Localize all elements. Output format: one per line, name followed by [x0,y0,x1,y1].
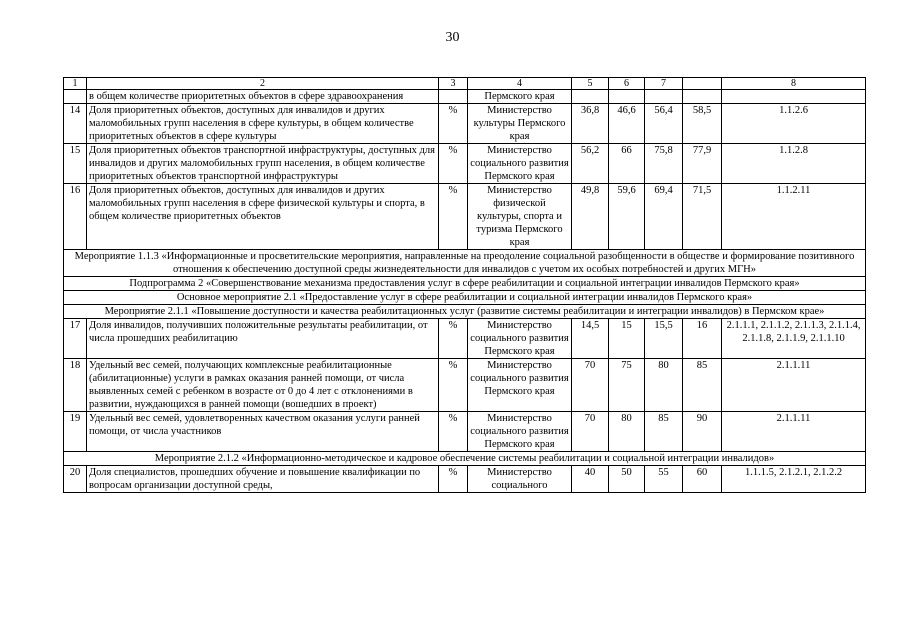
section-heading: Мероприятие 1.1.3 «Информационные и просветительские мероприятия, направленные на преодоление социальной разобщенности в обществе и формирование позитивного отношения к обеспечению доступной среды жизнедеятельности для инвалидов с учетом их особых потребностей и других МГН» [64,250,866,277]
value-cell: 49,8 [572,184,609,250]
value-cell: 56,4 [645,104,683,144]
measure-ref-cell: 1.1.1.5, 2.1.2.1, 2.1.2.2 [722,466,866,493]
section-heading-row [64,452,866,466]
header-cell: 2 [87,78,439,90]
row-number: 20 [64,466,87,493]
value-cell: 15 [609,319,645,359]
value-cell: 80 [609,412,645,452]
table-row [64,144,866,184]
executor-cell: Министерство социального развития Пермского края [468,359,572,412]
value-cell: 14,5 [572,319,609,359]
indicator-name: в общем количестве приоритетных объектов в сфере здравоохранения [87,90,439,104]
measure-ref-cell: 2.1.1.1, 2.1.1.2, 2.1.1.3, 2.1.1.4, 2.1.1.8, 2.1.1.9, 2.1.1.10 [722,319,866,359]
indicator-name: Доля специалистов, прошедших обучение и повышение квалификации по вопросам организации доступной среды, [87,466,439,493]
value-cell: 69,4 [645,184,683,250]
measure-ref-cell [722,90,866,104]
value-cell: 75,8 [645,144,683,184]
header-cell: 7 [645,78,683,90]
indicator-name: Доля приоритетных объектов транспортной инфраструктуры, доступных для инвалидов и других маломобильных групп населения, в общем количестве приоритетных объектов транспортной инфраструктуры [87,144,439,184]
value-cell: 36,8 [572,104,609,144]
table-row [64,319,866,359]
row-number [64,90,87,104]
value-cell: 85 [683,359,722,412]
section-heading-row [64,277,866,291]
row-number: 14 [64,104,87,144]
value-cell: 77,9 [683,144,722,184]
indicator-name: Удельный вес семей, получающих комплексные реабилитационные (абилитационные) услуги в рамках оказания ранней помощи, от числа выявленных семей с ребенком в возрасте от 0 до 4 лет с отклонениями в развитии, нуждающихся в ранней помощи (вошедших в проект) [87,359,439,412]
executor-cell: Министерство социального развития Пермского края [468,412,572,452]
row-number: 18 [64,359,87,412]
executor-cell: Министерство социального развития Пермского края [468,319,572,359]
unit-cell: % [439,104,468,144]
value-cell: 66 [609,144,645,184]
row-number: 16 [64,184,87,250]
value-cell: 90 [683,412,722,452]
table-row [64,90,866,104]
value-cell [572,90,609,104]
row-number: 17 [64,319,87,359]
indicator-name: Удельный вес семей, удовлетворенных качеством оказания услуги ранней помощи, от числа участников [87,412,439,452]
value-cell: 60 [683,466,722,493]
indicator-name: Доля инвалидов, получивших положительные результаты реабилитации, от числа прошедших реабилитацию [87,319,439,359]
section-heading-row [64,291,866,305]
value-cell [683,90,722,104]
section-heading: Мероприятие 2.1.2 «Информационно-методическое и кадровое обеспечение системы реабилитации и социальной интеграции инвалидов» [64,452,866,466]
unit-cell [439,90,468,104]
executor-cell: Министерство культуры Пермского края [468,104,572,144]
table-body [64,78,866,493]
header-cell [683,78,722,90]
value-cell: 55 [645,466,683,493]
table-row [64,104,866,144]
row-number: 15 [64,144,87,184]
header-cell: 4 [468,78,572,90]
section-heading: Основное мероприятие 2.1 «Предоставление услуг в сфере реабилитации и социальной интеграции инвалидов Пермского края» [64,291,866,305]
unit-cell: % [439,359,468,412]
value-cell: 50 [609,466,645,493]
measure-ref-cell: 2.1.1.11 [722,412,866,452]
table-row [64,466,866,493]
measure-ref-cell: 2.1.1.11 [722,359,866,412]
measure-ref-cell: 1.1.2.6 [722,104,866,144]
value-cell: 59,6 [609,184,645,250]
unit-cell: % [439,412,468,452]
unit-cell: % [439,466,468,493]
header-row [64,78,866,90]
value-cell: 46,6 [609,104,645,144]
value-cell: 58,5 [683,104,722,144]
value-cell: 70 [572,359,609,412]
table-row [64,412,866,452]
indicator-name: Доля приоритетных объектов, доступных для инвалидов и других маломобильных групп населения в сфере физической культуры и спорта, в общем количестве приоритетных объектов [87,184,439,250]
measure-ref-cell: 1.1.2.8 [722,144,866,184]
value-cell [609,90,645,104]
measure-ref-cell: 1.1.2.11 [722,184,866,250]
header-cell: 6 [609,78,645,90]
header-cell: 3 [439,78,468,90]
indicator-name: Доля приоритетных объектов, доступных для инвалидов и других маломобильных групп населения в сфере культуры, в общем количестве приоритетных объектов в сфере культуры [87,104,439,144]
unit-cell: % [439,319,468,359]
executor-cell: Министерство социального [468,466,572,493]
section-heading-row [64,305,866,319]
value-cell: 71,5 [683,184,722,250]
value-cell: 40 [572,466,609,493]
executor-cell: Министерство физической культуры, спорта и туризма Пермского края [468,184,572,250]
page-number: 30 [445,30,460,45]
unit-cell: % [439,184,468,250]
section-heading-row [64,250,866,277]
unit-cell: % [439,144,468,184]
row-number: 19 [64,412,87,452]
value-cell: 85 [645,412,683,452]
header-cell: 5 [572,78,609,90]
value-cell: 70 [572,412,609,452]
value-cell: 15,5 [645,319,683,359]
value-cell: 56,2 [572,144,609,184]
value-cell: 80 [645,359,683,412]
indicators-table [63,77,866,493]
value-cell: 16 [683,319,722,359]
value-cell [645,90,683,104]
executor-cell: Министерство социального развития Пермского края [468,144,572,184]
section-heading: Подпрограмма 2 «Совершенствование механизма предоставления услуг в сфере реабилитации и социальной интеграции инвалидов Пермского края» [64,277,866,291]
value-cell: 75 [609,359,645,412]
section-heading: Мероприятие 2.1.1 «Повышение доступности и качества реабилитационных услуг (развитие системы реабилитации и интеграции инвалидов) в Пермском крае» [64,305,866,319]
table-row [64,359,866,412]
header-cell: 1 [64,78,87,90]
table-row [64,184,866,250]
executor-cell: Пермского края [468,90,572,104]
header-cell: 8 [722,78,866,90]
